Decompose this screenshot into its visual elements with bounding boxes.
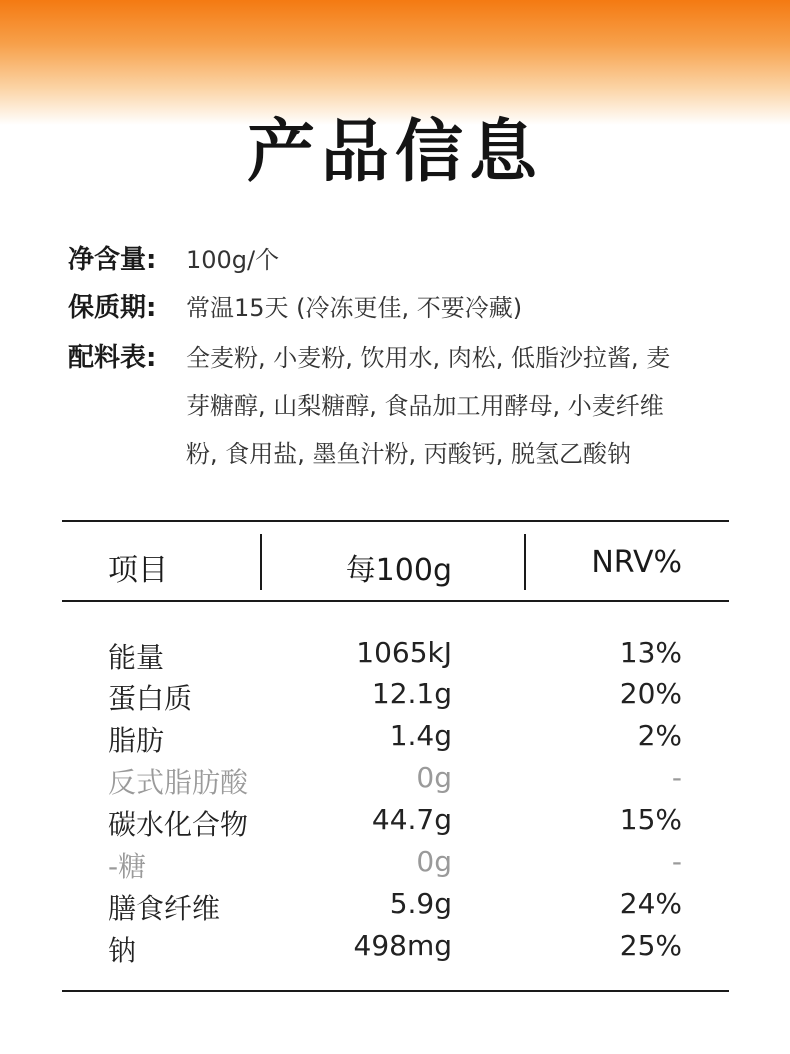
nutrient-name: -糖: [108, 850, 147, 883]
nutrient-nrv: 13%: [619, 636, 682, 669]
nutrient-nrv: 25%: [619, 929, 682, 962]
header-nrv: NRV%: [591, 545, 682, 580]
header-per100g: 每100g: [345, 553, 452, 588]
nutrient-per100g: 1.4g: [389, 719, 452, 752]
header-item: 项目: [108, 553, 168, 588]
nutrient-per100g: 498mg: [353, 929, 452, 962]
nutrient-per100g: 5.9g: [389, 887, 452, 920]
ingredients-line: 芽糖醇, 山梨糖醇, 食品加工用酵母, 小麦纤维: [186, 392, 664, 420]
nutrient-nrv: 15%: [619, 803, 682, 836]
nutrient-nrv: 20%: [619, 677, 682, 710]
ingredients-list: [186, 334, 706, 478]
net-content-label: 净含量:: [68, 245, 157, 275]
table-header-rule: [62, 600, 729, 602]
table-row: [0, 636, 790, 678]
table-row: [0, 929, 790, 971]
table-top-rule: [62, 520, 729, 522]
nutrient-per100g: 0g: [416, 761, 452, 794]
column-divider: [524, 534, 526, 590]
ingredients-label: 配料表:: [68, 343, 157, 373]
nutrient-nrv: 24%: [619, 887, 682, 920]
nutrient-name: 能量: [108, 641, 165, 674]
table-row: [0, 803, 790, 845]
table-row: [0, 719, 790, 761]
nutrient-per100g: 44.7g: [371, 803, 452, 836]
table-row: [0, 887, 790, 929]
nutrient-per100g: 0g: [416, 845, 452, 878]
nutrient-name: 钠: [108, 934, 137, 967]
nutrient-name: 碳水化合物: [108, 808, 249, 841]
nutrient-nrv: -: [671, 845, 682, 878]
nutrient-nrv: -: [671, 761, 682, 794]
table-row: [0, 845, 790, 887]
nutrient-name: 脂肪: [108, 724, 165, 757]
net-content-value: 100g/个: [186, 246, 280, 274]
column-divider: [260, 534, 262, 590]
nutrient-name: 膳食纤维: [108, 892, 221, 925]
nutrient-nrv: 2%: [637, 719, 682, 752]
ingredients-line: 全麦粉, 小麦粉, 饮用水, 肉松, 低脂沙拉酱, 麦: [186, 344, 671, 372]
ingredients-line: 粉, 食用盐, 墨鱼汁粉, 丙酸钙, 脱氢乙酸钠: [186, 440, 632, 468]
table-bottom-rule: [62, 990, 729, 992]
nutrient-name: 蛋白质: [108, 682, 193, 715]
shelf-life-label: 保质期:: [68, 293, 157, 323]
nutrient-per100g: 12.1g: [371, 677, 452, 710]
nutrient-name: 反式脂肪酸: [108, 766, 249, 799]
table-row: [0, 677, 790, 719]
nutrient-per100g: 1065kJ: [356, 636, 452, 669]
table-row: [0, 761, 790, 803]
shelf-life-value: 常温15天 (冷冻更佳, 不要冷藏): [186, 294, 523, 322]
page-title: 产品信息: [246, 112, 543, 192]
